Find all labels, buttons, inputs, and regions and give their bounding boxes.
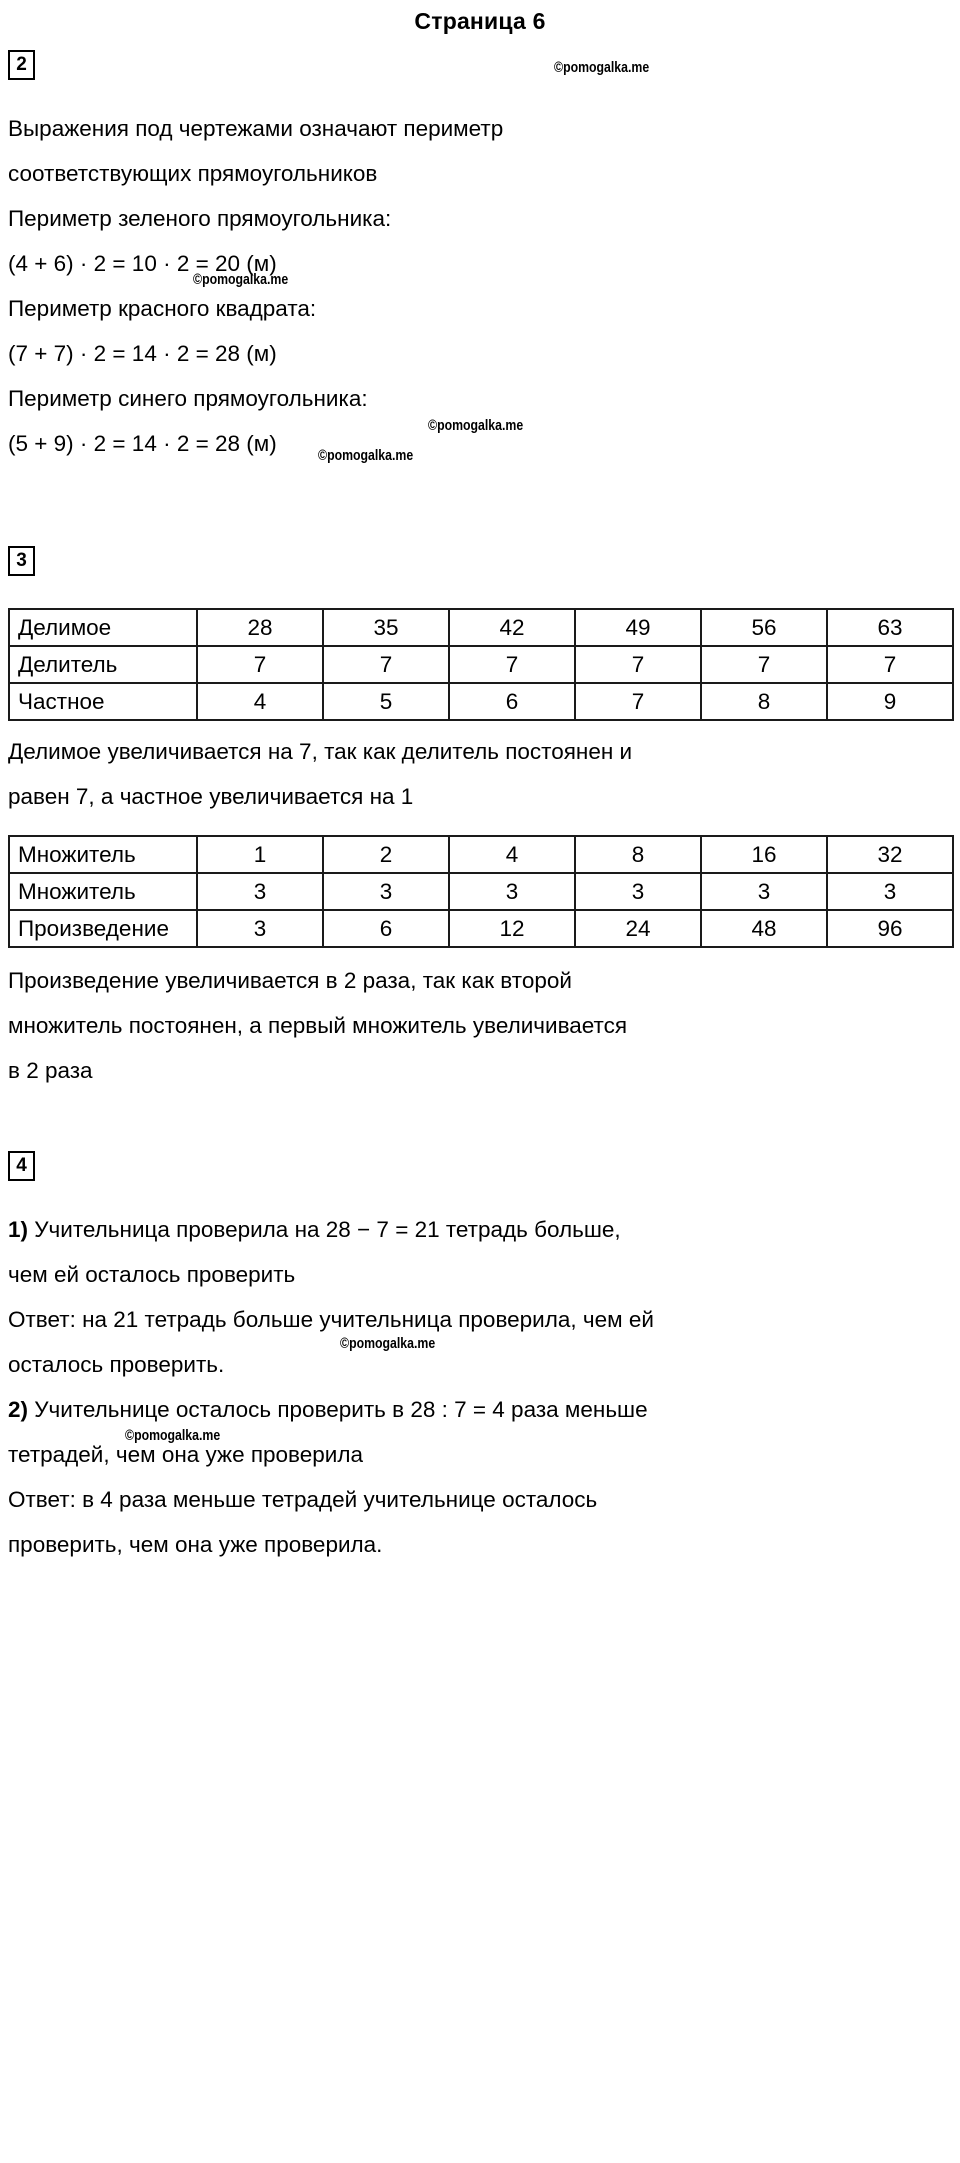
task-4-part-6 <box>8 1432 952 1477</box>
task-2-number-wrap <box>8 50 952 80</box>
spacer <box>8 576 952 608</box>
task-2-line-2: соответствующих прямоугольников <box>8 161 378 186</box>
task-4-part-4 <box>8 1342 952 1387</box>
task-2-line-5: Периметр красного квадрата: <box>8 296 317 321</box>
cell: 3 <box>701 873 827 910</box>
cell: 8 <box>575 836 701 873</box>
row-label: Множитель <box>9 836 197 873</box>
cell: 3 <box>197 910 323 947</box>
watermark-5: ©pomogalka.me <box>340 1335 436 1352</box>
cell: 35 <box>323 609 449 646</box>
spacer <box>8 1093 952 1151</box>
watermark-3: ©pomogalka.me <box>428 417 524 434</box>
row-label: Делимое <box>9 609 197 646</box>
cell: 28 <box>197 609 323 646</box>
task-4-text-4: осталось проверить. <box>8 1352 225 1377</box>
page-title: Страница 6 <box>414 8 546 34</box>
cell: 63 <box>827 609 953 646</box>
cell: 1 <box>197 836 323 873</box>
task-4-part-2 <box>8 1252 952 1297</box>
task-2-line-6: (7 + 7) · 2 = 14 · 2 = 28 (м) <box>8 341 277 366</box>
cell: 32 <box>827 836 953 873</box>
cell: 3 <box>575 873 701 910</box>
task-3-note2-line-3: в 2 раза <box>8 1058 93 1083</box>
cell: 8 <box>701 683 827 720</box>
cell: 5 <box>323 683 449 720</box>
cell: 49 <box>575 609 701 646</box>
cell: 12 <box>449 910 575 947</box>
task-2-line-7: Периметр синего прямоугольника: <box>8 386 368 411</box>
row-label: Множитель <box>9 873 197 910</box>
task-2-line-1: Выражения под чертежами означают периметр <box>8 116 504 141</box>
row-label: Произведение <box>9 910 197 947</box>
watermark-6: ©pomogalka.me <box>125 1427 221 1444</box>
task-3-note1-line-2: равен 7, а частное увеличивается на 1 <box>8 784 414 809</box>
task-4-marker-2: 2) <box>8 1397 29 1422</box>
cell: 3 <box>827 873 953 910</box>
spacer <box>8 80 952 106</box>
task-4-part-1 <box>8 1207 952 1252</box>
cell: 4 <box>449 836 575 873</box>
cell: 48 <box>701 910 827 947</box>
task-4-number-wrap <box>8 1151 952 1181</box>
table-row <box>9 609 953 646</box>
cell: 3 <box>197 873 323 910</box>
task-4-part-3 <box>8 1297 952 1342</box>
table-row <box>9 683 953 720</box>
spacer <box>8 1181 952 1207</box>
task-3-note2-line-2: множитель постоянен, а первый множитель увеличивается <box>8 1013 628 1038</box>
task-2-line-3: Периметр зеленого прямоугольника: <box>8 206 392 231</box>
cell: 2 <box>323 836 449 873</box>
table-row <box>9 836 953 873</box>
task-4-part-5 <box>8 1387 952 1432</box>
spacer <box>8 36 952 50</box>
task-2-line-8: (5 + 9) · 2 = 14 · 2 = 28 (м) <box>8 431 277 456</box>
cell: 7 <box>575 683 701 720</box>
task-4-text-8: проверить, чем она уже проверила. <box>8 1532 383 1557</box>
cell: 9 <box>827 683 953 720</box>
task-4-part-8 <box>8 1522 952 1567</box>
task-4-marker-1: 1) <box>8 1217 29 1242</box>
task-number-badge-4: 4 <box>8 1151 35 1181</box>
task-3-note1-line-1: Делимое увеличивается на 7, так как делитель постоянен и <box>8 739 633 764</box>
row-label: Делитель <box>9 646 197 683</box>
table-row <box>9 873 953 910</box>
cell: 6 <box>323 910 449 947</box>
task-2-line-4: (4 + 6) · 2 = 10 · 2 = 20 (м) <box>8 251 277 276</box>
cell: 42 <box>449 609 575 646</box>
spacer <box>8 948 952 958</box>
watermark-1: ©pomogalka.me <box>554 59 650 76</box>
row-label: Частное <box>9 683 197 720</box>
task-4-text-5: Учительнице осталось проверить в 28 : 7 = 4 раза меньше <box>28 1397 648 1422</box>
cell: 7 <box>323 646 449 683</box>
cell: 4 <box>197 683 323 720</box>
spacer <box>8 466 952 546</box>
spacer <box>8 819 952 835</box>
task-3-number-wrap <box>8 546 952 576</box>
cell: 96 <box>827 910 953 947</box>
task-4-part-7 <box>8 1477 952 1522</box>
task-number-badge-2: 2 <box>8 50 35 80</box>
task-4-text-2: чем ей осталось проверить <box>8 1262 296 1287</box>
multiplication-table <box>8 835 954 948</box>
task-4-text-1: Учительница проверила на 28 − 7 = 21 тетрадь больше, <box>28 1217 621 1242</box>
watermark-4: ©pomogalka.me <box>318 447 414 464</box>
cell: 24 <box>575 910 701 947</box>
cell: 7 <box>449 646 575 683</box>
task-number-badge-3: 3 <box>8 546 35 576</box>
table-row <box>9 910 953 947</box>
cell: 3 <box>323 873 449 910</box>
cell: 7 <box>701 646 827 683</box>
task-4-text-7: Ответ: в 4 раза меньше тетрадей учительнице осталось <box>8 1487 598 1512</box>
task-2-body <box>8 106 952 466</box>
task-4-text-6: тетрадей, чем она уже проверила <box>8 1442 363 1467</box>
cell: 56 <box>701 609 827 646</box>
cell: 7 <box>827 646 953 683</box>
division-table <box>8 608 954 721</box>
cell: 6 <box>449 683 575 720</box>
table-row <box>9 646 953 683</box>
cell: 3 <box>449 873 575 910</box>
cell: 16 <box>701 836 827 873</box>
cell: 7 <box>575 646 701 683</box>
task-3-note2-line-1: Произведение увеличивается в 2 раза, так как второй <box>8 968 572 993</box>
watermark-2: ©pomogalka.me <box>193 271 289 288</box>
cell: 7 <box>197 646 323 683</box>
task-4-text-3: Ответ: на 21 тетрадь больше учительница проверила, чем ей <box>8 1307 654 1332</box>
spacer <box>8 721 952 729</box>
